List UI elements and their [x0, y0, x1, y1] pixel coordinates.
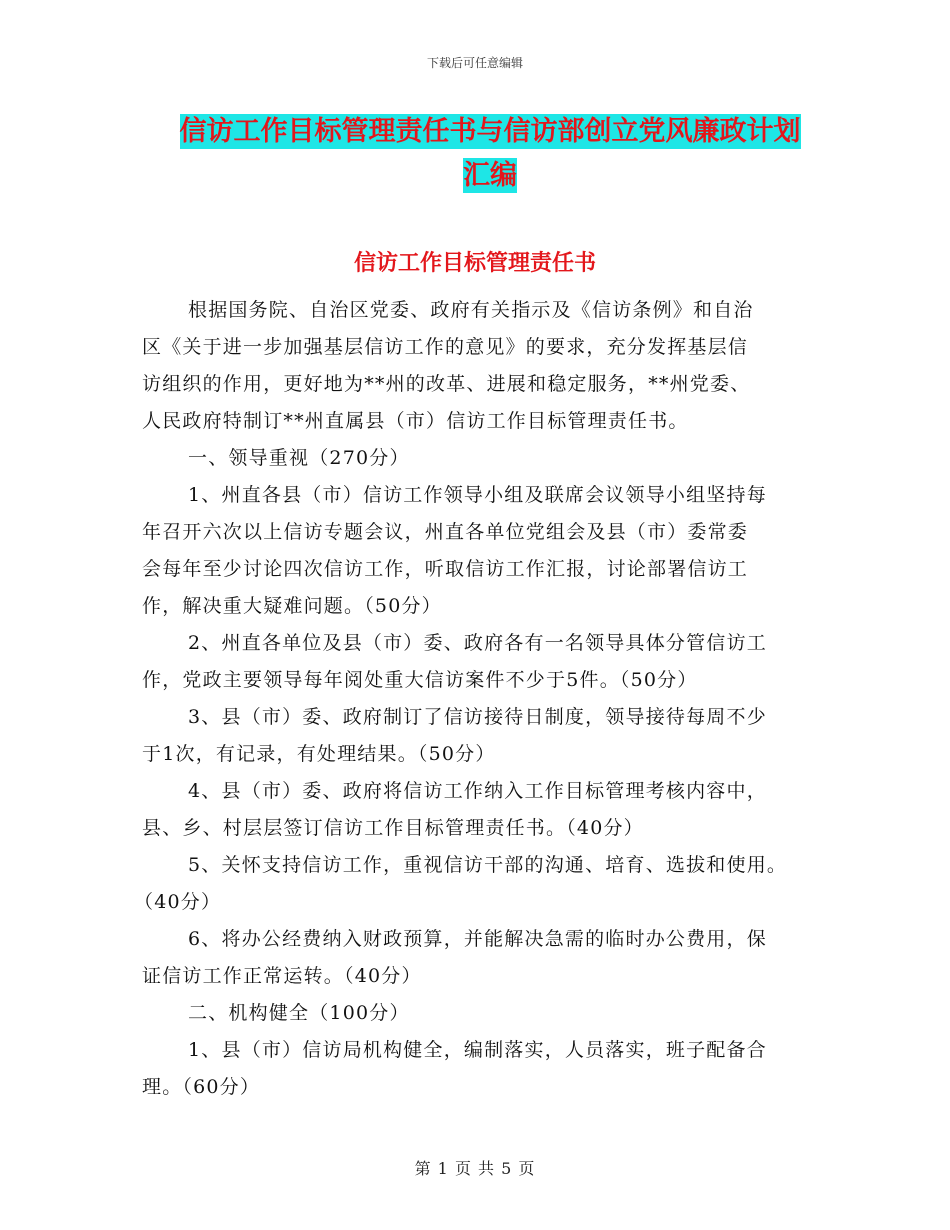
body-line: 6、将办公经费纳入财政预算，并能解决急需的临时办公费用，保 — [188, 928, 767, 950]
body-line: 人民政府特制订**州直属县（市）信访工作目标管理责任书。 — [142, 410, 689, 432]
body-line: 会每年至少讨论四次信访工作，听取信访工作汇报，讨论部署信访工 — [142, 558, 749, 580]
body-line: 证信访工作正常运转。（40分） — [142, 965, 422, 987]
heading-line: 二、机构健全（100分） — [188, 1002, 410, 1024]
document-title-line-2 — [170, 152, 810, 200]
body-line: 3、县（市）委、政府制订了信访接待日制度，领导接待每周不少 — [188, 706, 767, 728]
body-line: 根据国务院、自治区党委、政府有关指示及《信访条例》和自治 — [188, 299, 754, 321]
body-line: 1、县（市）信访局机构健全，编制落实，人员落实，班子配备合 — [188, 1039, 767, 1061]
body-line: 2、州直各单位及县（市）委、政府各有一名领导具体分管信访工 — [188, 632, 767, 654]
document-title-text-2: 汇编 — [463, 160, 517, 191]
body-line: 县、乡、村层层签订信访工作目标管理责任书。（40分） — [142, 817, 644, 839]
body-line: 访组织的作用，更好地为**州的改革、进展和稳定服务，**州党委、 — [142, 373, 751, 395]
body-line: 作，解决重大疑难问题。（50分） — [142, 595, 442, 617]
document-title-line-1 — [170, 108, 810, 156]
document-title-text-1: 信访工作目标管理责任书与信访部创立党风廉政计划 — [179, 116, 801, 147]
body-line: 作，党政主要领导每年阅处重大信访案件不少于5件。（50分） — [142, 669, 698, 691]
body-line: 年召开六次以上信访专题会议，州直各单位党组会及县（市）委常委 — [142, 521, 749, 543]
heading-line: 一、领导重视（270分） — [188, 447, 410, 469]
body-line: （40分） — [134, 891, 222, 913]
body-line: 于1次，有记录，有处理结果。（50分） — [142, 743, 496, 765]
body-line: 区《关于进一步加强基层信访工作的意见》的要求，充分发挥基层信 — [142, 336, 749, 358]
body-line: 1、州直各县（市）信访工作领导小组及联席会议领导小组坚持每 — [188, 484, 767, 506]
body-line: 理。（60分） — [142, 1076, 261, 1098]
section-title: 信访工作目标管理责任书 — [353, 250, 596, 276]
body-line: 5、关怀支持信访工作，重视信访干部的沟通、培育、选拔和使用。 — [188, 854, 788, 876]
header-note: 下载后可任意编辑 — [426, 56, 523, 70]
page-footer: 第 1 页 共 5 页 — [414, 1159, 536, 1178]
body-line: 4、县（市）委、政府将信访工作纳入工作目标管理考核内容中， — [188, 780, 767, 802]
